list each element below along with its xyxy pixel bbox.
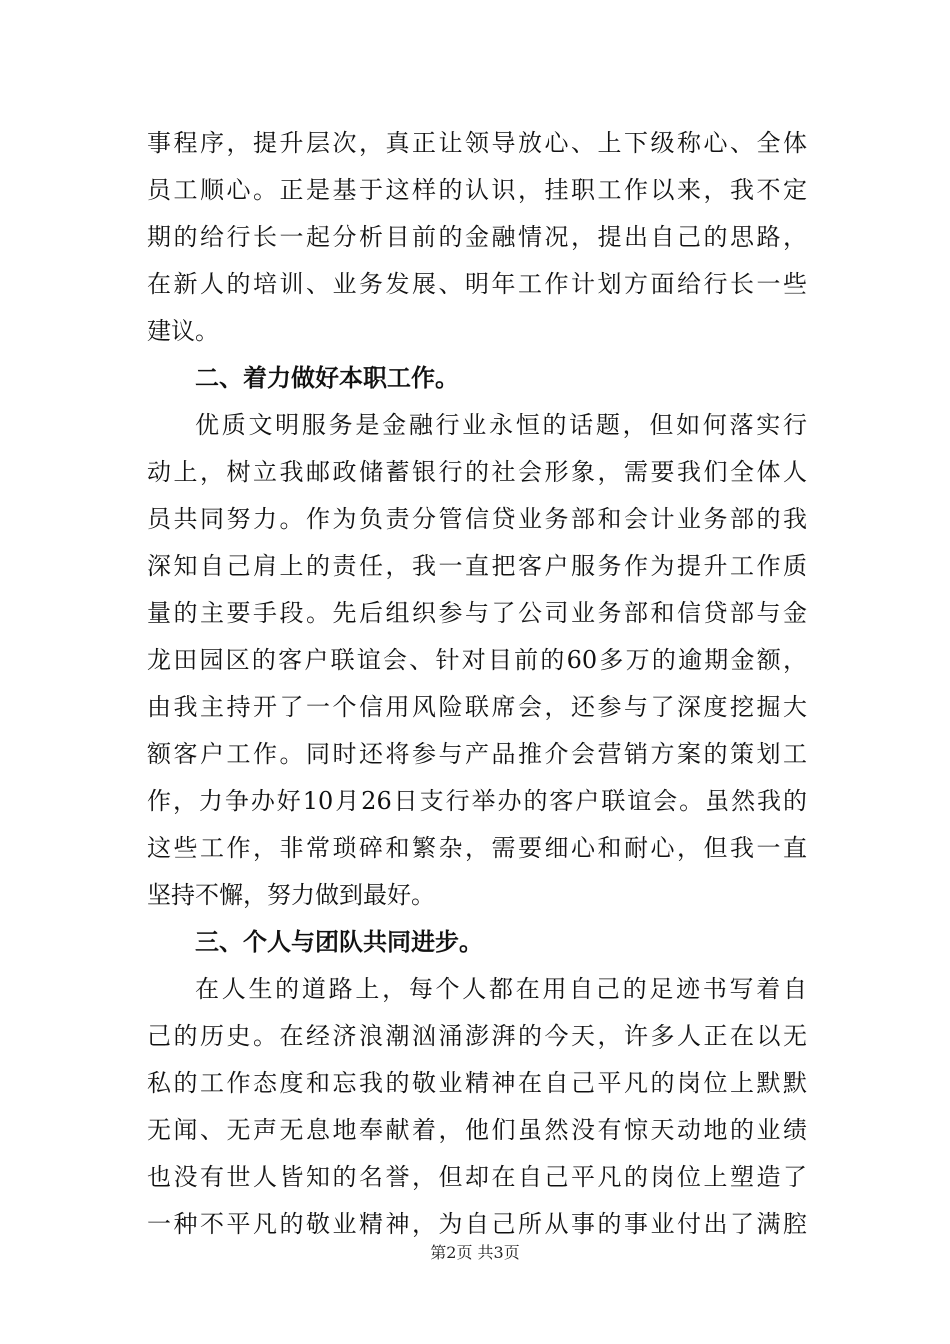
paragraph-line: 优质文明服务是金融行业永恒的话题，但如何落实行 bbox=[195, 411, 807, 439]
paragraph-line: 建议。 bbox=[147, 317, 219, 345]
paragraph-line: 也没有世人皆知的名誉，但却在自己平凡的岗位上塑造了 bbox=[147, 1163, 807, 1191]
paragraph-line: 己的历史。在经济浪潮汹涌澎湃的今天，许多人正在以无 bbox=[147, 1022, 807, 1050]
paragraph-line: 作，力争办好10月26日支行举办的客户联谊会。虽然我的 bbox=[147, 787, 807, 815]
paragraph-line: 龙田园区的客户联谊会、针对目前的60多万的逾期金额， bbox=[147, 646, 807, 674]
paragraph-line: 额客户工作。同时还将参与产品推介会营销方案的策划工 bbox=[147, 740, 807, 768]
paragraph-line: 在人生的道路上，每个人都在用自己的足迹书写着自 bbox=[195, 975, 807, 1003]
paragraph-line: 深知自己肩上的责任，我一直把客户服务作为提升工作质 bbox=[147, 552, 807, 580]
paragraph-line: 一种不平凡的敬业精神，为自己所从事的事业付出了满腔 bbox=[147, 1210, 807, 1238]
page-number-footer: 第2页 共3页 bbox=[430, 1243, 520, 1262]
section-heading: 二、着力做好本职工作。 bbox=[195, 364, 459, 392]
paragraph-line: 期的给行长一起分析目前的金融情况，提出自己的思路， bbox=[147, 223, 807, 251]
paragraph-line: 私的工作态度和忘我的敬业精神在自己平凡的岗位上默默 bbox=[147, 1069, 807, 1097]
paragraph-line: 动上，树立我邮政储蓄银行的社会形象，需要我们全体人 bbox=[147, 458, 807, 486]
paragraph-line: 事程序，提升层次，真正让领导放心、上下级称心、全体 bbox=[147, 129, 807, 157]
paragraph-line: 坚持不懈，努力做到最好。 bbox=[147, 881, 435, 909]
section-heading: 三、个人与团队共同进步。 bbox=[195, 928, 483, 956]
paragraph-line: 量的主要手段。先后组织参与了公司业务部和信贷部与金 bbox=[147, 599, 807, 627]
paragraph-line: 这些工作，非常琐碎和繁杂，需要细心和耐心，但我一直 bbox=[147, 834, 807, 862]
paragraph-line: 员共同努力。作为负责分管信贷业务部和会计业务部的我 bbox=[147, 505, 807, 533]
paragraph-line: 由我主持开了一个信用风险联席会，还参与了深度挖掘大 bbox=[147, 693, 807, 721]
paragraph-line: 员工顺心。正是基于这样的认识，挂职工作以来，我不定 bbox=[147, 176, 807, 204]
paragraph-line: 无闻、无声无息地奉献着，他们虽然没有惊天动地的业绩 bbox=[147, 1116, 807, 1144]
paragraph-line: 在新人的培训、业务发展、明年工作计划方面给行长一些 bbox=[147, 270, 807, 298]
